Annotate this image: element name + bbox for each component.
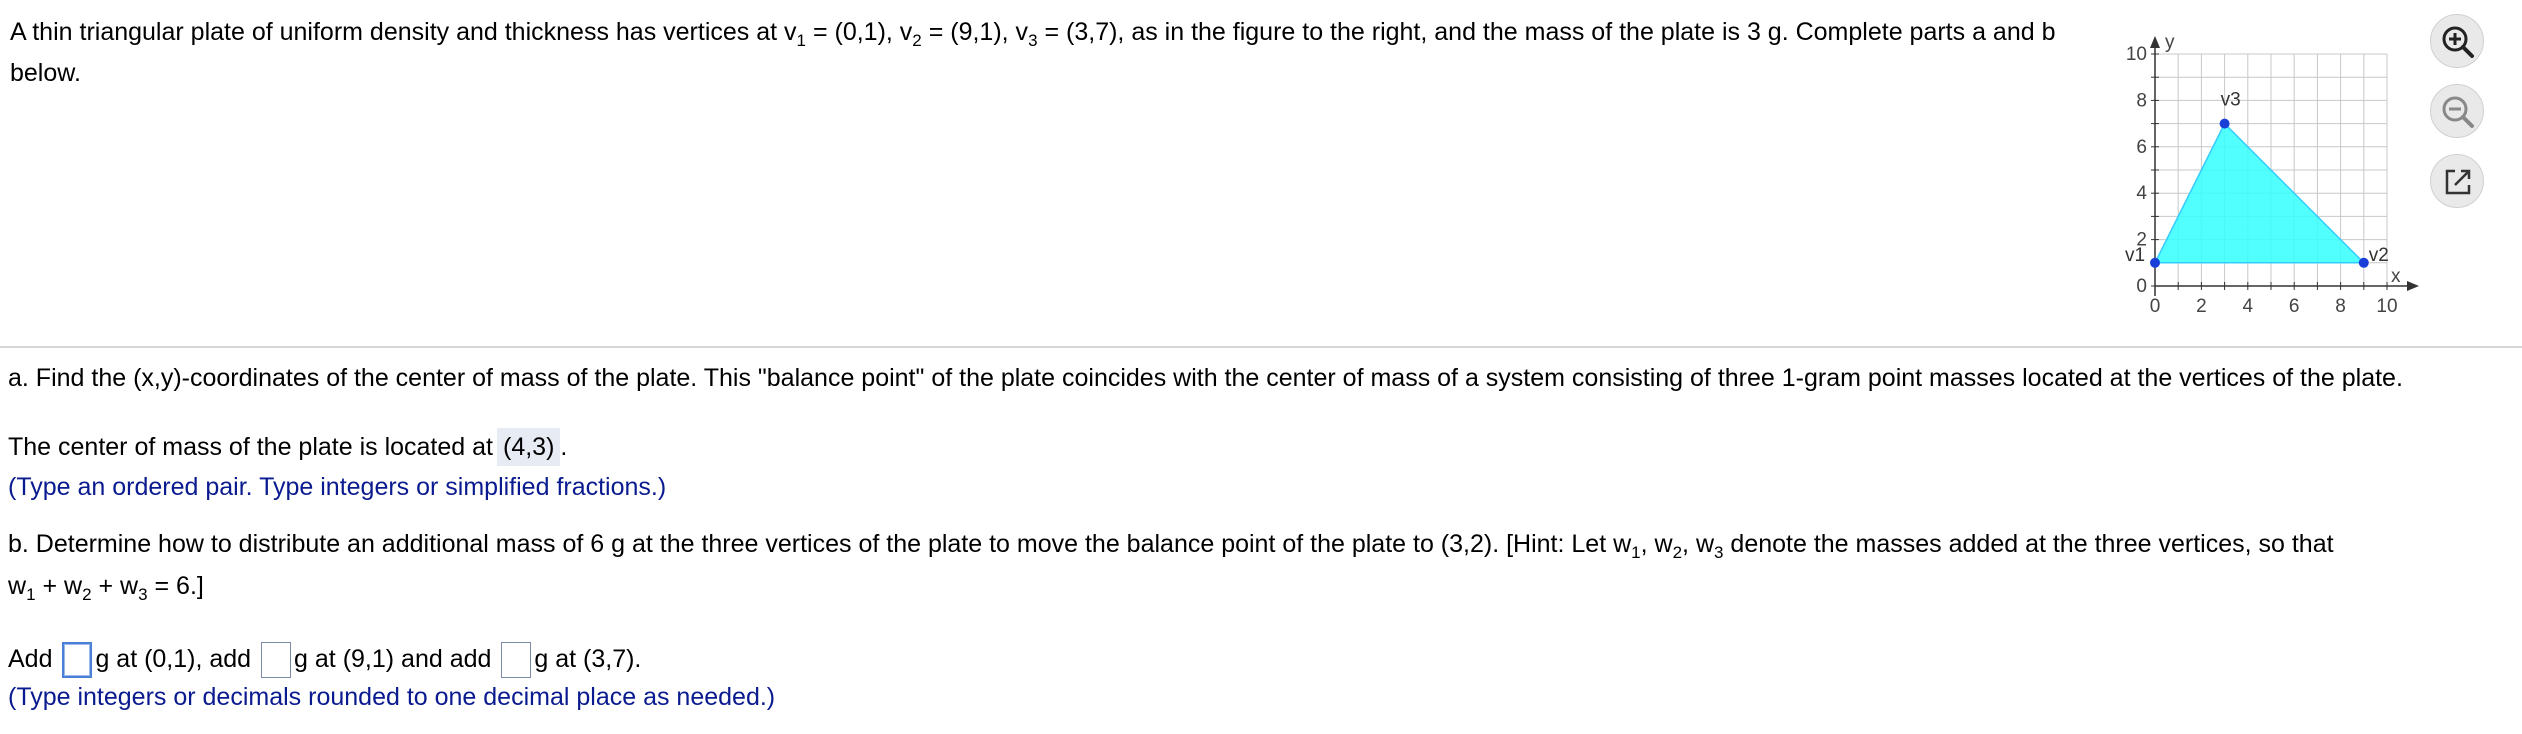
section-divider bbox=[0, 346, 2522, 348]
y-tick-label: 6 bbox=[2136, 136, 2147, 158]
part-b-answer-line bbox=[8, 638, 641, 680]
y-tick-label: 4 bbox=[2136, 183, 2147, 205]
qb-text-3: , w bbox=[1682, 530, 1714, 558]
intro-sub-3: 3 bbox=[1028, 31, 1038, 50]
x-tick-label: 4 bbox=[2242, 296, 2254, 317]
vertex-label: v2 bbox=[2368, 244, 2389, 266]
after-w2-text: g at (9,1) and add bbox=[294, 645, 492, 673]
intro-text-1: A thin triangular plate of uniform density and thickness has vertices at v bbox=[10, 18, 797, 46]
problem-intro bbox=[10, 12, 2090, 94]
answer-suffix: . bbox=[560, 433, 568, 461]
popout-icon bbox=[2431, 155, 2485, 209]
qb-sub-2: 2 bbox=[1672, 543, 1683, 562]
part-b-equation bbox=[8, 566, 204, 606]
x-tick-label: 8 bbox=[2335, 296, 2346, 317]
vertex-point bbox=[2150, 258, 2160, 268]
vertex-point bbox=[2359, 258, 2369, 268]
intro-sub-1: 1 bbox=[796, 31, 806, 50]
intro-text-4: = (3,7), as in the figure to the right, and the mass of the plate is 3 g. Complete parts a and b below. bbox=[10, 18, 2056, 87]
y-axis-label: y bbox=[2165, 32, 2175, 53]
x-axis-label: x bbox=[2391, 266, 2401, 287]
eq-plus-2: + w bbox=[91, 572, 139, 600]
vertex-label: v1 bbox=[2125, 244, 2146, 266]
x-axis-arrow bbox=[2407, 281, 2419, 291]
qb-text-1: b. Determine how to distribute an additional mass of 6 g at the three vertices of the plate to move the balance point of the plate to (3,2). [Hint: Let w bbox=[8, 530, 1632, 558]
vertex-point bbox=[2220, 119, 2230, 129]
triangle-graph bbox=[2108, 14, 2426, 326]
graph-svg bbox=[2108, 14, 2426, 326]
w3-input[interactable] bbox=[501, 642, 531, 678]
qb-sub-1: 1 bbox=[1631, 543, 1641, 562]
y-axis-arrow bbox=[2150, 36, 2160, 48]
qb-text-4: denote the masses added at the three vertices, so that bbox=[1723, 530, 2334, 558]
zoom-in-icon bbox=[2431, 15, 2485, 69]
zoom-out-icon bbox=[2431, 85, 2485, 139]
intro-sub-2: 2 bbox=[912, 31, 922, 50]
y-tick-label: 8 bbox=[2136, 90, 2147, 112]
eq-sub-3: 3 bbox=[138, 585, 148, 604]
y-tick-label: 0 bbox=[2136, 276, 2147, 297]
x-tick-label: 10 bbox=[2376, 296, 2398, 317]
popout-button[interactable] bbox=[2430, 154, 2484, 208]
eq-end: = 6.] bbox=[147, 572, 204, 600]
w1-input[interactable] bbox=[62, 642, 92, 678]
y-tick-label: 2 bbox=[2136, 229, 2147, 251]
part-b-hint: (Type integers or decimals rounded to one decimal place as needed.) bbox=[8, 683, 776, 711]
x-tick-label: 0 bbox=[2149, 296, 2161, 317]
after-w3-text: g at (3,7). bbox=[534, 645, 642, 673]
x-tick-label: 6 bbox=[2288, 296, 2300, 317]
vertex-label: v3 bbox=[2220, 89, 2241, 111]
center-of-mass-answer[interactable]: (4,3) bbox=[497, 428, 560, 466]
part-a-hint: (Type an ordered pair. Type integers or simplified fractions.) bbox=[8, 473, 667, 501]
eq-sub-1: 1 bbox=[26, 585, 36, 604]
eq-w1: w bbox=[8, 572, 27, 600]
x-tick-label: 2 bbox=[2196, 296, 2207, 317]
intro-text-3: = (9,1), v bbox=[921, 18, 1029, 46]
answer-prefix: The center of mass of the plate is located at bbox=[8, 433, 493, 461]
w2-input[interactable] bbox=[261, 642, 291, 678]
intro-text-2: = (0,1), v bbox=[806, 18, 913, 46]
after-w1-text: g at (0,1), add bbox=[95, 645, 252, 673]
part-a-question: a. Find the (x,y)-coordinates of the center of mass of the plate. This "balance point" of the plate coincides with the center of mass of a system consisting of three 1-gram point masses located at the vertices of the plate. bbox=[8, 364, 2403, 392]
y-tick-label: 10 bbox=[2125, 44, 2147, 65]
qb-text-2: , w bbox=[1640, 530, 1673, 558]
zoom-in-button[interactable] bbox=[2430, 14, 2484, 68]
add-label: Add bbox=[8, 645, 53, 673]
zoom-out-button[interactable] bbox=[2430, 84, 2484, 138]
eq-plus-1: + w bbox=[35, 572, 83, 600]
eq-sub-2: 2 bbox=[82, 585, 92, 604]
part-a-answer-line bbox=[8, 428, 567, 466]
qb-sub-3: 3 bbox=[1714, 543, 1724, 562]
part-b-question bbox=[8, 526, 2334, 562]
